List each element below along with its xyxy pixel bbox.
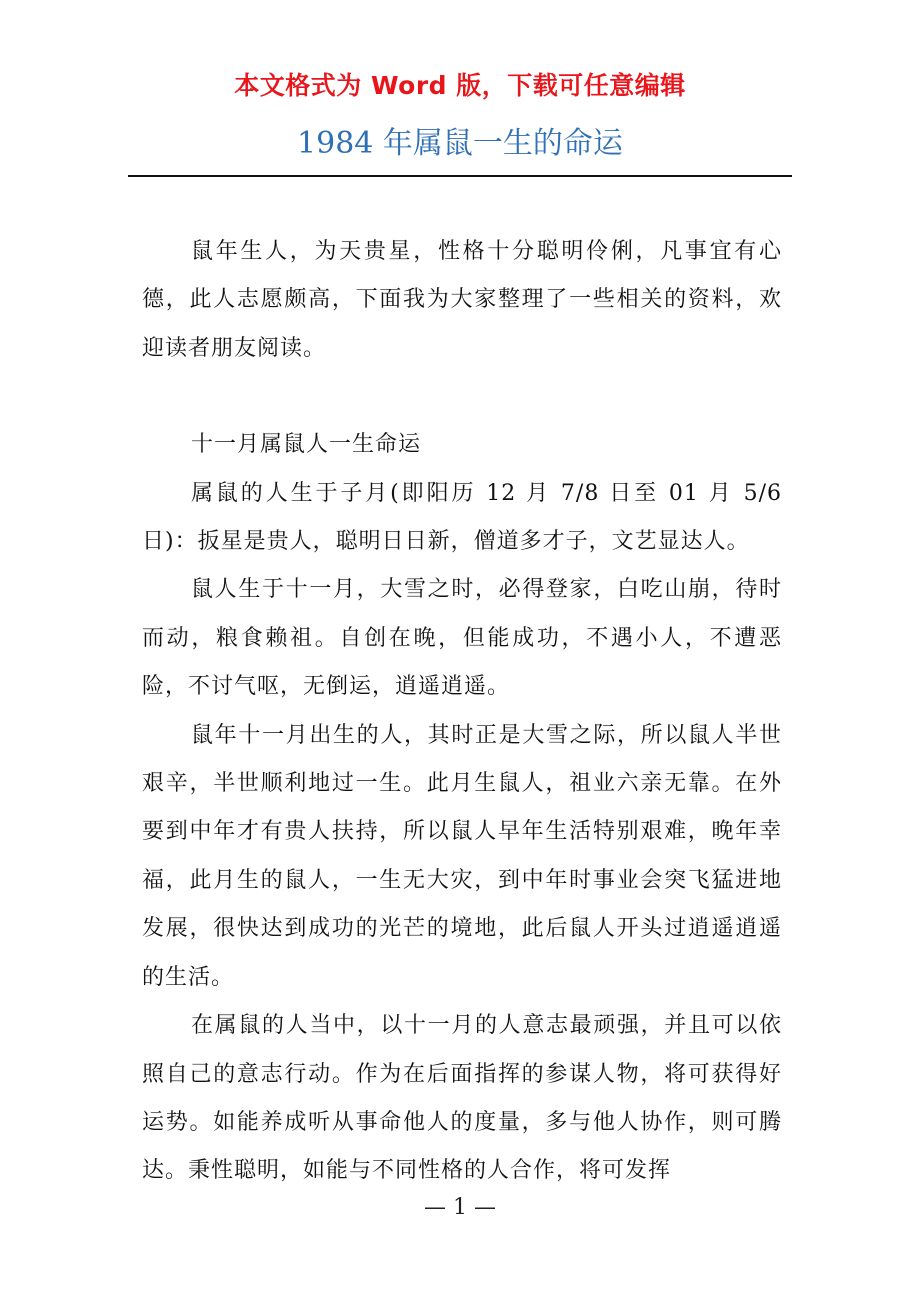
page-number: — 1 — — [424, 1195, 496, 1220]
title-divider — [128, 175, 792, 177]
word-format-notice: 本文格式为 Word 版，下载可任意编辑 — [234, 71, 686, 100]
body-paragraph: 属鼠的人生于子月(即阳历 12 月 7/8 日至 01 月 5/6 日)：扳星是贵人，聪明日日新，僧道多才子，文艺显达人。 — [142, 480, 782, 555]
article-body — [142, 228, 782, 1196]
body-paragraph: 鼠年十一月出生的人，其时正是大雪之际，所以鼠人半世艰辛，半世顺利地过一生。此月生鼠人，祖业六亲无靠。在外要到中年才有贵人扶持，所以鼠人早年生活特别艰难，晚年幸福，此月生的鼠人，一生无大灾，到中年时事业会突飞猛进地发展，很快达到成功的光芒的境地，此后鼠人开头过逍遥逍遥的生活。 — [142, 722, 782, 990]
body-paragraph: 鼠人生于十一月，大雪之时，必得登家，白吃山崩，待时而动，粮食赖祖。自创在晚，但能成功，不遇小人，不遭恶险，不讨气呕，无倒运，逍遥逍遥。 — [142, 577, 782, 700]
page-title: 1984 年属鼠一生的命运 — [297, 126, 623, 161]
intro-paragraph: 鼠年生人，为天贵星，性格十分聪明伶俐，凡事宜有心德，此人志愿颇高，下面我为大家整理了一些相关的资料，欢迎读者朋友阅读。 — [142, 239, 782, 361]
section-heading: 十一月属鼠人一生命运 — [191, 432, 422, 458]
body-paragraph: 在属鼠的人当中，以十一月的人意志最顽强，并且可以依照自己的意志行动。作为在后面指挥的参谋人物，将可获得好运势。如能养成听从事命他人的度量，多与他人协作，则可腾达。秉性聪明，如能与不同性格的人合作，将可发挥 — [142, 1013, 782, 1184]
